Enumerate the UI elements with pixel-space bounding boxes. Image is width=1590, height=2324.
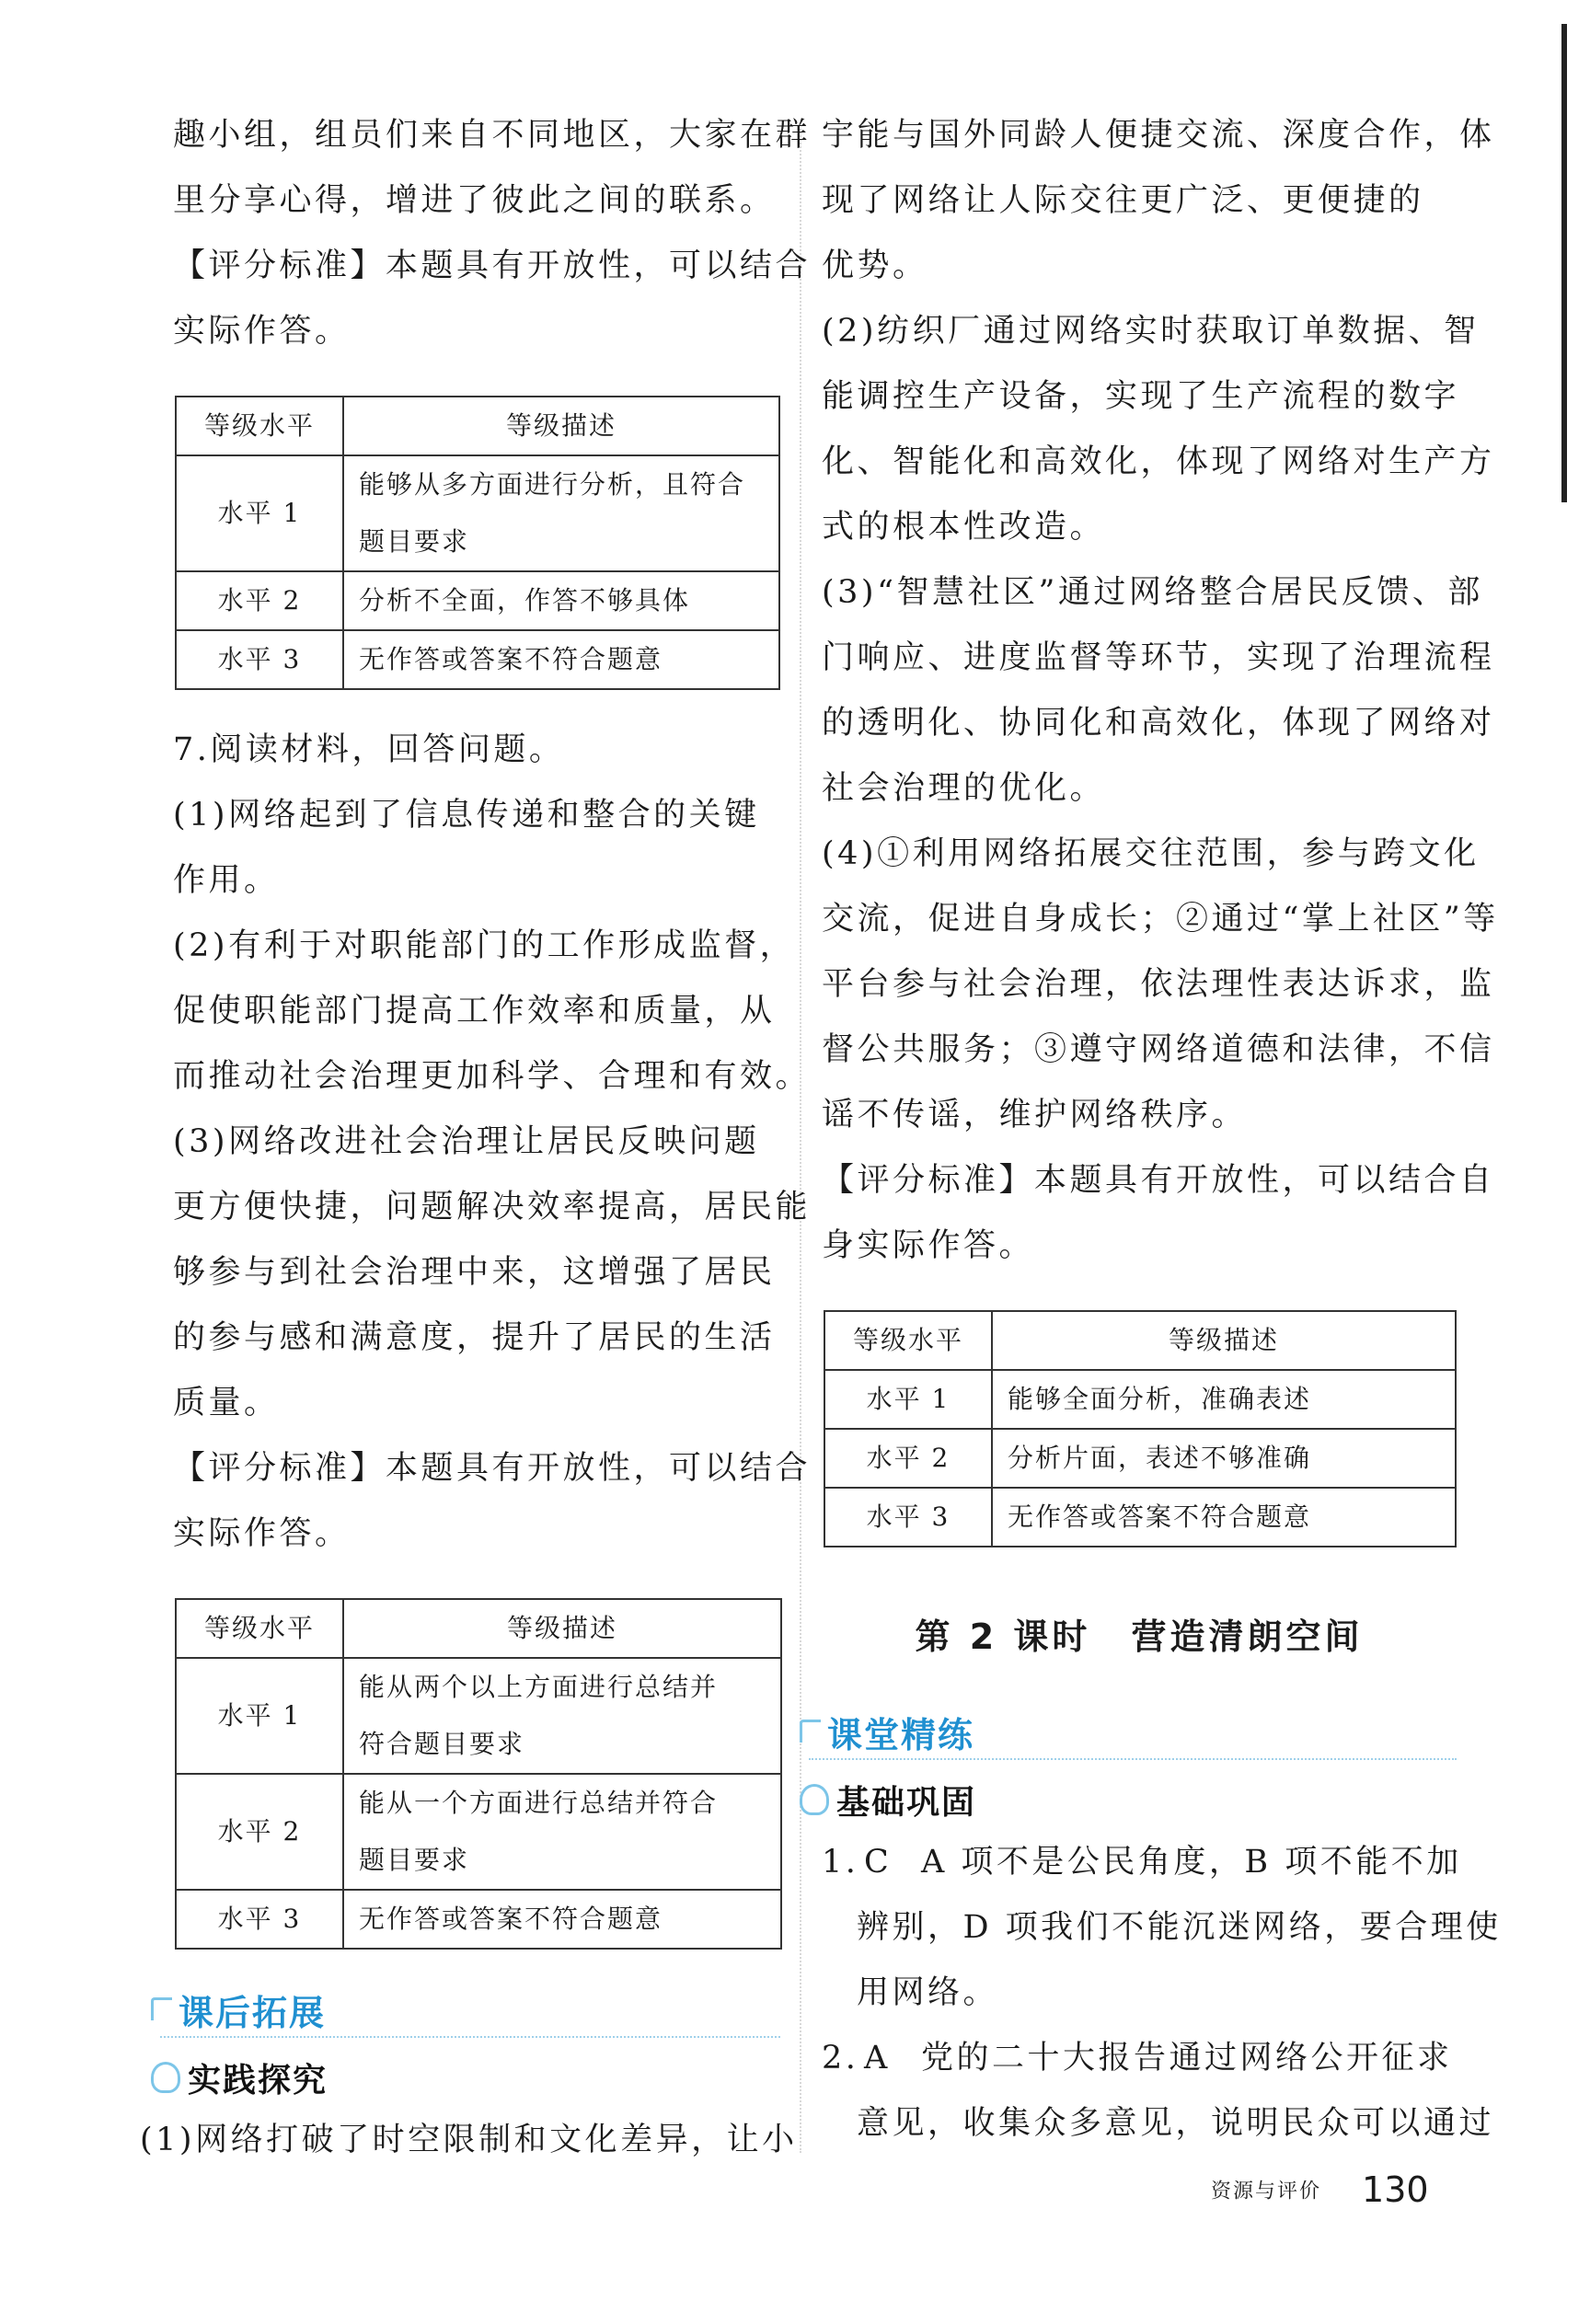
table-cell-level: 水平 1	[176, 455, 343, 571]
right-column	[822, 103, 1502, 2157]
answer-line: 督公共服务；③遵守网络道德和法律，不信	[822, 1031, 1495, 1068]
answer-line: 用网络。	[857, 1974, 999, 2011]
answer-line: 社会治理的优化。	[822, 770, 1106, 807]
answer-line: 优势。	[822, 247, 928, 284]
answer-line: (2)纺织厂通过网络实时获取订单数据、智	[822, 313, 1480, 350]
answer-line: (4)①利用网络拓展交往范围，参与跨文化	[822, 835, 1480, 872]
answer-item	[822, 2026, 1495, 2157]
scoring-standard: 【评分标准】本题具有开放性，可以结合	[173, 1450, 812, 1487]
answer-line: 现了网络让人际交往更广泛、更便捷的	[822, 182, 1424, 219]
answer-line: 交流，促进自身成长；②通过“掌上社区”等	[822, 901, 1499, 938]
table-row	[824, 1488, 1456, 1547]
answer-line: 而推动社会治理更加科学、合理和有效。	[173, 1058, 812, 1095]
table-header-row	[176, 397, 779, 455]
answer-text: 党的二十大报告通过网络公开征求	[921, 2040, 1453, 2077]
table-header: 等级描述	[343, 1599, 781, 1658]
table-header: 等级水平	[176, 1599, 343, 1658]
desc-line: 能够从多方面进行分析，且符合	[359, 469, 746, 500]
table-row	[176, 630, 779, 689]
table-cell-desc: 无作答或答案不符合题意	[992, 1488, 1456, 1547]
scoring-standard: 【评分标准】本题具有开放性，可以结合	[173, 247, 812, 284]
table-header-row	[824, 1311, 1456, 1370]
desc-line: 能从两个以上方面进行总结并	[359, 1672, 719, 1702]
table-header: 等级描述	[992, 1311, 1456, 1370]
answer-text: A 项不是公民角度，B 项不能不加	[921, 1844, 1462, 1881]
scoring-standard: 【评分标准】本题具有开放性，可以结合自	[822, 1162, 1495, 1199]
table-cell-desc: 能够全面分析，准确表述	[992, 1370, 1456, 1429]
table-cell-level: 水平 1	[824, 1370, 992, 1429]
table-cell-level: 水平 2	[824, 1429, 992, 1488]
desc-line: 能从一个方面进行总结并符合	[359, 1788, 719, 1818]
answer-line: 作用。	[173, 862, 280, 899]
answer-line: 促使职能部门提高工作效率和质量，从	[173, 993, 776, 1030]
page-footer	[1211, 2169, 1429, 2210]
hand-icon	[800, 1784, 829, 1815]
table-row	[176, 1890, 781, 1949]
table-header: 等级描述	[343, 397, 779, 455]
answer-line: 辨别，D 项我们不能沉迷网络，要合理使	[857, 1909, 1502, 1946]
answer-line: (1)网络打破了时空限制和文化差异，让小	[140, 2122, 798, 2158]
desc-line: 题目要求	[359, 1845, 470, 1875]
answer-choice: A	[864, 2040, 891, 2077]
subsection-heading-basic	[800, 1769, 1457, 1830]
answer-choice: C	[864, 1844, 893, 1881]
answer-item	[822, 1830, 1502, 2026]
answer-line: 的透明化、协同化和高效化，体现了网络对	[822, 705, 1495, 742]
bookmark-icon	[151, 1997, 172, 2020]
section-heading-text: 课后拓展	[179, 1993, 327, 2033]
desc-line: 题目要求	[359, 526, 470, 557]
grade-table-1	[175, 396, 780, 690]
answer-number: 1.	[822, 1844, 859, 1881]
answer-line: (3)“智慧社区”通过网络整合居民反馈、部	[822, 574, 1483, 611]
answer-line: (2)有利于对职能部门的工作形成监督，	[173, 927, 796, 964]
section-heading-in-class	[800, 1707, 1457, 1760]
answer-line: 平台参与社会治理，依法理性表达诉求，监	[822, 966, 1495, 1003]
answer-number: 2.	[822, 2040, 859, 2077]
text-line: 趣小组，组员们来自不同地区，大家在群	[173, 117, 812, 154]
subsection-heading-text: 基础巩固	[836, 1784, 977, 1822]
table-cell-level: 水平 3	[824, 1488, 992, 1547]
table-header: 等级水平	[824, 1311, 992, 1370]
table-row	[824, 1370, 1456, 1429]
answer-line: 式的根本性改造。	[822, 509, 1106, 546]
answer-line	[822, 2026, 1457, 2091]
answer-line: (1)网络起到了信息传递和整合的关键	[173, 797, 760, 834]
table-row	[824, 1429, 1456, 1488]
footer-label: 资源与评价	[1211, 2180, 1322, 2203]
column-divider	[800, 129, 801, 2153]
section-heading-after-class	[151, 1985, 780, 2038]
answer-line: 化、智能化和高效化，体现了网络对生产方	[822, 443, 1495, 480]
section-rule	[160, 2036, 780, 2038]
answer-line: 门响应、进度监督等环节，实现了治理流程	[822, 639, 1495, 676]
answer-line: 更方便快捷，问题解决效率提高，居民能	[173, 1189, 812, 1225]
grade-table-3	[824, 1310, 1457, 1547]
table-cell-desc	[343, 455, 779, 571]
answer-line: 能调控生产设备，实现了生产流程的数字	[822, 378, 1460, 415]
answer-line: 够参与到社会治理中来，这增强了居民	[173, 1254, 776, 1291]
table-row	[176, 455, 779, 571]
subsection-heading-practice	[151, 2047, 780, 2108]
table-cell-level: 水平 1	[176, 1658, 343, 1774]
table-header: 等级水平	[176, 397, 343, 455]
grade-table-2	[175, 1598, 782, 1950]
page-number: 130	[1362, 2169, 1429, 2210]
lesson-number: 第 2 课时	[915, 1616, 1091, 1657]
lesson-title	[822, 1608, 1457, 1659]
table-row	[176, 1774, 781, 1890]
section-heading-text: 课堂精练	[827, 1715, 975, 1755]
answer-line: 意见，收集众多意见，说明民众可以通过	[857, 2105, 1495, 2142]
hand-icon	[151, 2062, 180, 2093]
text-line: 实际作答。	[173, 313, 351, 350]
table-cell-desc: 分析片面，表述不够准确	[992, 1429, 1456, 1488]
table-row	[176, 1658, 781, 1774]
answer-line	[822, 1830, 1462, 1895]
answer-line: 宇能与国外同龄人便捷交流、深度合作，体	[822, 117, 1495, 154]
table-row	[176, 571, 779, 630]
section-rule	[809, 1758, 1457, 1760]
table-cell-level: 水平 3	[176, 1890, 343, 1949]
lesson-name: 营造清朗空间	[1131, 1616, 1364, 1657]
answer-line: 谣不传谣，维护网络秩序。	[822, 1097, 1248, 1133]
answer-line: 质量。	[173, 1385, 280, 1421]
text-line: 里分享心得，增进了彼此之间的联系。	[173, 182, 776, 219]
text-line: 身实际作答。	[822, 1227, 1035, 1264]
table-cell-level: 水平 2	[176, 1774, 343, 1890]
text-line: 实际作答。	[173, 1515, 351, 1552]
table-cell-desc: 无作答或答案不符合题意	[343, 630, 779, 689]
left-column	[140, 103, 812, 2173]
table-header-row	[176, 1599, 781, 1658]
table-cell-desc: 分析不全面，作答不够具体	[343, 571, 779, 630]
page-edge-mark	[1561, 24, 1567, 502]
desc-line: 符合题目要求	[359, 1729, 525, 1759]
bookmark-icon	[800, 1720, 821, 1743]
subsection-heading-text: 实践探究	[188, 2062, 328, 2100]
table-cell-desc	[343, 1774, 781, 1890]
answer-line: (3)网络改进社会治理让居民反映问题	[173, 1123, 760, 1160]
table-cell-level: 水平 3	[176, 630, 343, 689]
table-cell-desc	[343, 1658, 781, 1774]
table-cell-level: 水平 2	[176, 571, 343, 630]
question-heading: 7.阅读材料，回答问题。	[173, 731, 565, 768]
answer-line: 的参与感和满意度，提升了居民的生活	[173, 1319, 776, 1356]
table-cell-desc: 无作答或答案不符合题意	[343, 1890, 781, 1949]
